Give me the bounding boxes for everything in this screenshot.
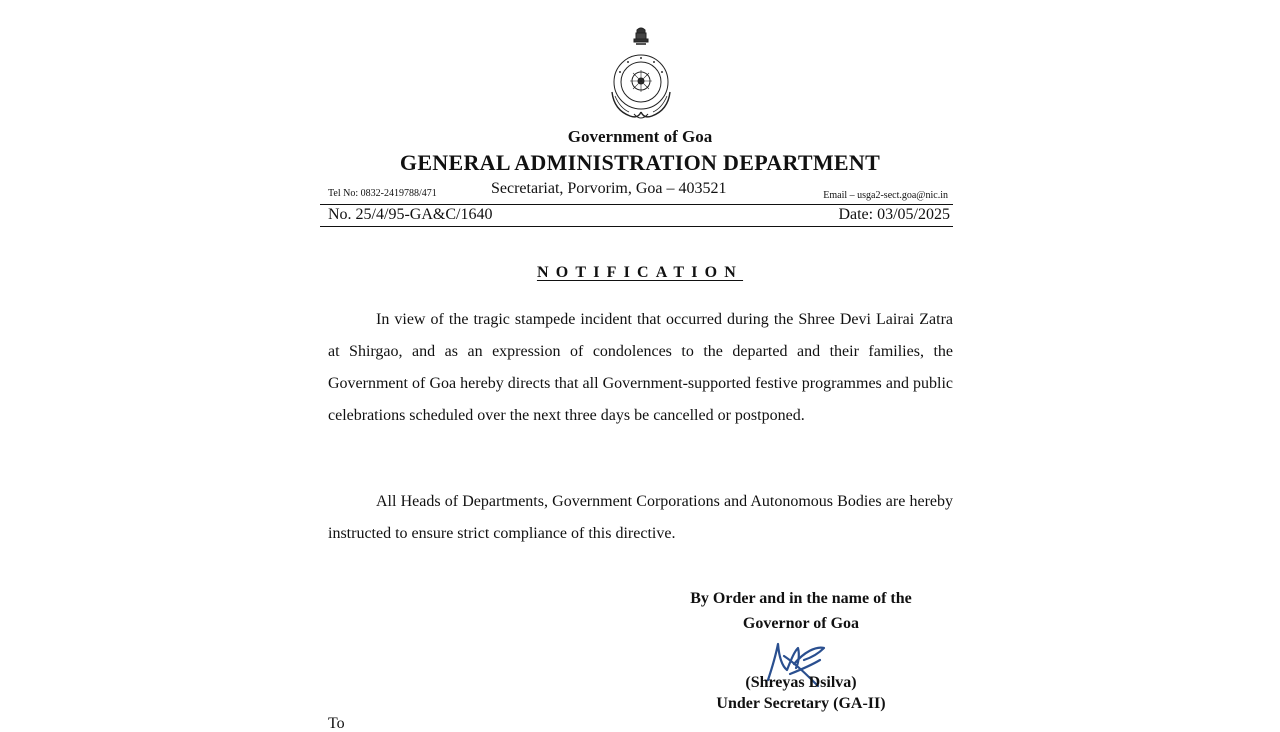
notification-heading-text: NOTIFICATION (536, 264, 744, 281)
signatory-name: (Shreyas Dsilva) (745, 674, 857, 691)
telephone-number: Tel No: 0832-2419788/471 (328, 188, 437, 199)
signatory-designation: Under Secretary (GA-II) (716, 695, 886, 712)
notification-paragraph: All Heads of Departments, Government Corporations and Autonomous Bodies are hereby instructed to ensure strict compliance of this directive. (328, 493, 953, 542)
header-divider-bottom (320, 226, 953, 227)
government-title: Government of Goa (567, 127, 713, 146)
department-title: GENERAL ADMINISTRATION DEPARTMENT (399, 150, 881, 175)
recipient-line-fragment (328, 708, 345, 732)
header-divider-top (320, 204, 953, 205)
reference-number: No. 25/4/95-GA&C/1640 (328, 206, 493, 223)
recipient-label: To (328, 715, 345, 732)
order-line: By Order and in the name of the (690, 590, 912, 607)
notification-heading (0, 264, 1280, 282)
order-line: Governor of Goa (742, 615, 860, 632)
goa-government-emblem-icon (604, 26, 678, 128)
notification-paragraph: In view of the tragic stampede incident that occurred during the Shree Devi Lairai Zatra at Shirgao, and as an expression of condolences to the departed and their families, the Government of Goa hereby directs that all Government-supported festive programmes and public celebrations scheduled over the next three days be cancelled or postponed. (328, 311, 953, 424)
office-address: Secretariat, Porvorim, Goa – 403521 (491, 180, 727, 197)
reference-date: Date: 03/05/2025 (838, 206, 950, 223)
email-address: Email – usga2-sect.goa@nic.in (823, 190, 948, 201)
